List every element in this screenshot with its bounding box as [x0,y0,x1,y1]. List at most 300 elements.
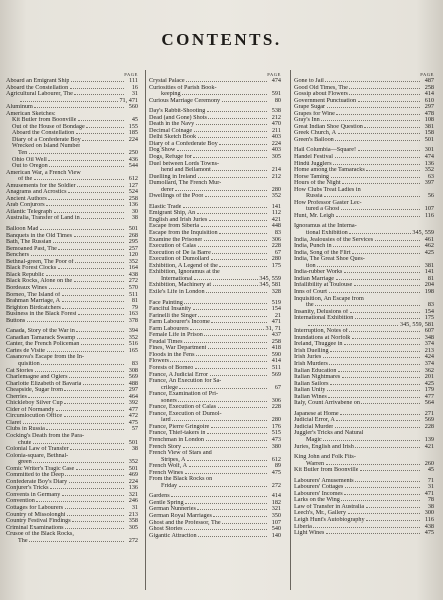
entry-title: Inundations at Norfolk [294,334,351,341]
entry-title: Benchers [6,252,30,259]
entry-page-number: 116 [424,211,434,219]
dot-leader [86,357,124,358]
entry-page-number: 524 [128,188,138,196]
entry-title: Execution of De la Barre [149,249,211,256]
dot-leader [23,422,124,424]
entry-title: Female Life in Prison [149,332,203,339]
dot-leader [349,330,419,332]
entry-title: lard [161,417,171,424]
entry-page-number: 179 [424,386,434,394]
dot-leader [349,93,419,95]
dot-leader [219,143,266,145]
entry-page-number: 472 [128,412,138,420]
contents-column-3 [294,72,434,537]
entry-page-number: 31 [427,483,434,491]
entry-page-number: 471 [271,318,281,326]
entry-title: Canadian Tamarack Swamp [6,334,76,341]
contents-entry [294,530,434,537]
dot-leader [222,522,266,524]
entry-title: Hail Columbia—Square! [294,147,357,154]
dot-leader [336,113,419,115]
entry-page-number: 473 [271,435,281,443]
entry-page-number: 345, 559 [259,274,281,282]
entry-page-number: 470 [271,120,281,128]
entry-page-number: 421 [424,442,434,450]
entry-page-number: 352 [128,458,138,466]
dot-leader [223,414,266,415]
contents-column-2 [149,72,281,539]
dot-leader [20,100,118,102]
dot-leader [28,396,123,398]
entry-title: France, Execution of Calas [149,404,217,411]
entry-title: Horse Taming [294,173,330,180]
dot-leader [31,254,124,256]
entry-title: French View of Stars and [149,450,212,457]
entry-page-number: 80 [274,96,281,104]
dot-leader [81,217,123,219]
entry-page-number: 328 [271,287,281,295]
dot-leader [324,195,419,197]
entry-title: Charlotte Elizabeth of Bavaria [6,380,82,387]
dot-leader [171,495,266,497]
entry-page-number: 108 [424,116,434,124]
dot-leader [186,80,266,82]
entry-page-number: 139 [424,435,434,443]
entry-page-number: 425 [424,379,434,387]
entry-title: Ohio Oil Well [12,156,47,163]
entry-title: Cherries [6,393,27,400]
entry-page-number: 67 [274,383,281,391]
entry-page-number: 155 [128,122,138,130]
dot-leader [335,426,420,428]
entry-page-number: 511 [128,290,138,298]
dot-leader [82,173,123,174]
entry-title: Charlemagne and Ogiers [6,374,68,381]
entry-page-number: 352 [128,257,138,265]
entry-title: Crusoe of the Black Rocks, [6,531,74,538]
entry-page-number: 280 [271,185,281,193]
entry-title: France, An Execution for Sa- [149,378,222,385]
dot-leader [218,88,266,89]
dot-leader [184,528,266,530]
entry-page-number: 111 [129,77,138,84]
dot-leader [345,486,420,488]
entry-page-number: 306 [271,396,281,404]
entry-title: International Exhibition [294,315,354,322]
dot-leader [50,487,123,489]
entry-page-number: 569 [424,416,434,424]
dot-leader [77,337,124,339]
entry-title: the [306,302,314,309]
entry-page-number: 436 [128,155,138,163]
entry-title: Italian Education [294,367,337,374]
entry-title: Ghost Stories [149,526,183,533]
entry-page-number: 403 [271,146,281,154]
column-divider [145,70,146,590]
entry-title: Escape from the Inquisition [149,230,218,237]
dot-leader [170,360,266,362]
dot-leader [355,480,419,482]
entry-page-number: 362 [424,366,434,374]
entry-page-number: 381 [424,261,434,269]
dot-leader [185,502,266,504]
dot-leader [335,139,419,141]
dot-leader [189,465,267,467]
entry-title: Cheapside, Sugar from [6,387,63,394]
entry-title: How Professor Gaster Lec- [294,199,362,206]
entry-page-number: 424 [424,353,434,361]
entry-page-number: 394 [128,327,138,335]
dot-leader [341,499,419,501]
dot-leader [197,212,267,214]
dot-leader [221,272,266,273]
entry-title: Crystal Palace [149,78,185,84]
entry-title: Kit Butler from Boonville [294,467,359,474]
entry-title: Good Old Times, The [294,84,348,91]
dot-leader [29,540,123,542]
dot-leader [206,291,266,293]
entry-title: Gone to Jail [294,78,324,84]
dot-leader [212,169,266,171]
dot-leader [184,302,266,304]
dot-leader [358,149,420,151]
dot-leader [198,136,267,138]
dot-leader [58,267,124,269]
entry-title: Fanciful Insanity [149,306,192,313]
dot-leader [366,519,419,521]
dot-leader [78,119,124,121]
dot-leader [67,514,124,516]
entry-page-number: 268 [128,231,138,239]
entry-page-number: 280 [271,255,281,263]
dot-leader [349,232,411,234]
entry-page-number: 175 [424,314,434,322]
entry-title: Exhibition, Machinery at [149,282,212,289]
entry-page-number: 474 [271,77,281,84]
dot-leader [54,211,124,213]
dot-leader [81,343,124,345]
entry-title: Ten [18,150,28,157]
dot-leader [333,245,419,247]
entry-title: Farm Labourers [149,325,189,332]
entry-title: Banquets in the Old Times [6,232,73,239]
entry-title: Duel between Lords Towns- [149,160,220,167]
dot-leader [53,241,124,243]
dot-leader [48,198,123,200]
entry-title: American Sketches: [6,110,56,117]
entry-title: Judicial Murder [294,423,334,430]
entry-page-number: 83 [427,301,434,309]
dot-leader [76,330,123,332]
entry-page-number: 165 [128,346,138,354]
entry-page-number: 345, 559, 581 [399,320,434,328]
dot-leader [211,321,266,323]
dot-leader [65,474,123,476]
dot-leader [219,265,266,267]
entry-page-number: 516 [128,340,138,348]
page-column-label: PAGE [420,72,434,77]
entry-page-number: 471 [424,489,434,497]
entry-page-number: 213 [128,510,138,518]
entry-title: Conjurer's Tricks [6,485,49,492]
entry-title: Confederate Boy's Diary [6,478,68,485]
entry-title: Hunt, Mr. Leigh [294,212,335,219]
entry-title: King John and Folk Fits- [294,454,356,461]
dot-leader [355,317,420,319]
entry-page-number: 16 [131,83,138,91]
entry-title: Government Punctuation [294,97,357,104]
page-column-label: PAGE [124,72,138,77]
dot-leader [218,406,267,408]
entry-page-number: 501 [128,225,138,233]
entry-title: Exile's Life in London [149,288,205,295]
dot-leader [69,376,123,378]
entry-page-number: 462 [424,242,434,250]
entry-title: Italian Sailors [294,380,329,387]
dot-leader [358,100,420,102]
entry-title: Dead (and Gone) Shots [149,114,207,121]
entry-page-number: 141 [271,202,281,210]
entry-page-number: 421 [271,215,281,223]
entry-title: Ghost and the Professor, The [149,519,221,526]
dot-leader [83,383,124,385]
entry-title: Gossip about Flowers [294,91,348,98]
dot-leader [33,461,123,463]
entry-page-number: 352 [271,192,281,200]
entry-page-number: 306 [271,235,281,243]
entry-title: chute [18,439,32,446]
entry-title: Italy, Count Arrivabene on [294,400,360,407]
dot-leader [46,204,123,206]
entry-title: German Royal Marriages [149,513,212,519]
entry-title: French Wolf, A [149,463,188,470]
entry-title: Feudal Times [149,338,183,345]
entry-title: Colonia-square, Bethnal- [6,452,69,459]
dot-leader [179,485,267,487]
entry-title: Labourers' Incomes [294,490,343,497]
page-title: CONTENTS. [161,30,282,49]
entry-page-number: 475 [271,468,281,476]
dot-leader [366,169,419,171]
dot-leader [355,446,419,448]
entry-page-number: 612 [128,175,138,183]
entry-page-number: 478 [424,109,434,117]
dot-leader [71,80,124,82]
dot-leader [213,515,266,517]
contents-column-1 [6,72,138,544]
entry-title: Business in the Black Forest [6,311,77,318]
dot-leader [365,299,419,300]
entry-page-number: 350 [271,512,281,519]
entry-title: Italian Wines [294,393,327,400]
dot-leader [212,252,266,254]
entry-page-number: 607 [424,327,434,335]
dot-leader [357,457,419,458]
dot-leader [330,350,419,352]
dot-leader [70,448,123,450]
entry-page-number: 136 [128,201,138,209]
dot-leader [70,87,124,89]
dot-leader [64,389,123,391]
entry-page-number: 31, 71 [265,324,281,332]
dot-leader [195,367,267,369]
page-column-label: PAGE [267,72,281,77]
entry-title: Gardens [149,493,170,500]
entry-page-number: 374 [424,340,434,348]
dot-leader [350,311,420,313]
entry-title: Black Rocks, Alone on the [6,278,73,285]
entry-title: Cider of Normandy [6,406,55,413]
dot-leader [49,165,123,167]
entry-page-number: 71 [427,476,434,484]
entry-title: Stripes, A [161,456,186,463]
entry-title: Greek Church, A [294,130,337,137]
entry-title: Floods in the Fens [149,351,195,358]
dot-leader [208,347,267,349]
entry-page-number: 464 [128,392,138,400]
entry-title: Canter, the French Policeman [6,341,80,348]
entry-title: Country Festival Findings [6,518,71,525]
entry-page-number: 198 [424,287,434,295]
dot-leader [210,374,267,376]
dot-leader [211,426,267,428]
entry-page-number: 397 [424,179,434,187]
entry-title: Brahman Marriage, A [6,298,61,305]
entry-page-number: 224 [128,135,138,143]
entry-title: Aboard an Emigrant Ship [6,78,70,84]
entry-page-number: 461 [424,235,434,243]
dot-leader [64,415,124,417]
dot-leader [204,239,267,241]
entry-page-number: 224 [128,477,138,485]
entry-page-number: 414 [271,492,281,500]
entry-page-number: 381 [424,122,434,130]
entry-title: American War, a French View [6,169,81,176]
entry-page-number: 164 [128,264,138,272]
dot-leader [183,446,267,448]
dot-leader [201,225,267,227]
entry-title: Dumollard, The French Mur- [149,180,222,187]
entry-title: India, Song of the Flirt [294,249,351,256]
entry-page-number: 348 [424,333,434,341]
dot-leader [36,500,123,502]
entry-page-number: 469 [128,471,138,479]
entry-page-number: 438 [128,270,138,278]
dot-leader [194,130,267,132]
dot-leader [358,226,419,227]
entry-title: Cottages for Labourers [6,505,64,511]
entry-title: Aboard the Constellation [12,130,75,137]
entry-title: Irish Duelling [294,347,329,354]
entry-title: Criminal Examinations [6,524,64,531]
entry-page-number: 569 [271,370,281,378]
dot-leader [86,436,124,437]
entry-page-number: 380 [271,442,281,450]
entry-page-number: 21 [274,311,281,319]
entry-page-number: 308 [128,366,138,374]
dot-leader [193,156,266,158]
entry-title: Larks on the Wing [294,497,340,504]
dot-leader [220,394,267,395]
entry-page-number: 158 [424,129,434,137]
dot-leader [308,324,399,326]
entry-page-number: 272 [271,481,281,489]
entry-title: Duelling in Ireland [149,173,197,180]
entry-page-number: 321 [128,490,138,498]
entry-page-number: 271 [424,409,434,417]
dot-leader [65,527,123,529]
contents-entry [6,538,138,545]
entry-page-number: 228 [424,422,434,430]
entry-title: Amusements for the Soldier [6,182,76,189]
entry-title: Home among the Tamaracks [294,167,365,174]
entry-title: France, A Judicial Error [149,371,209,378]
contents-entry [149,533,281,540]
entry-title: soners [161,397,177,404]
entry-page-number: 544 [128,162,138,170]
entry-title: Interruption, Notes of [294,328,348,335]
dot-leader [27,320,124,322]
entry-page-number: 81 [427,274,434,282]
dot-leader [341,208,420,210]
entry-title: French Story [149,443,182,450]
dot-leader [172,419,266,421]
dot-leader [178,400,266,402]
entry-page-number: 358 [128,517,138,525]
entry-page-number: 272 [128,277,138,285]
entry-page-number: 31 [131,90,138,98]
entry-title: Balloon Mad [6,226,39,233]
entry-page-number: 45 [131,116,138,124]
entry-title: Juries, English and Irish [294,443,354,450]
entry-page-number: 56 [427,192,434,200]
entry-title: derer [161,186,174,193]
entry-page-number: 116 [424,516,434,523]
dot-leader [190,328,264,330]
entry-title: Farinelli the Singer [149,312,197,319]
dot-leader [363,203,419,204]
entry-page-number: 182 [271,498,281,506]
entry-title: Gigantic Attraction [149,532,197,539]
entry-page-number: 392 [128,399,138,407]
entry-page-number: 564 [424,399,434,407]
dot-leader [344,271,420,273]
entry-page-number: 414 [424,90,434,98]
entry-title: Wrecked on Island Number [12,143,81,150]
entry-page-number: 591 [271,90,281,98]
entry-title: Inns of Court [294,288,327,295]
dot-leader [57,114,123,115]
entry-page-number: 477 [128,405,138,413]
dot-leader [62,294,124,296]
entry-page-number: 295 [128,238,138,246]
dot-leader [207,110,267,112]
entry-title: Russia [306,193,323,200]
entry-title: Diary of a Confederate Boy [149,140,218,147]
dot-leader [182,93,266,95]
entry-title: Bordeaux Wines [6,284,48,291]
dot-leader [47,350,124,352]
dot-leader [62,307,123,309]
entry-title: Labourers' Amusements [294,477,354,484]
entry-title: Infallibility at Toulouse [294,282,353,289]
dot-leader [185,472,267,474]
dot-leader [366,259,419,260]
entry-title: Out to Oregon [12,163,48,170]
dot-leader [344,493,419,495]
entry-title: crilege [161,384,178,391]
dot-leader [76,468,124,470]
